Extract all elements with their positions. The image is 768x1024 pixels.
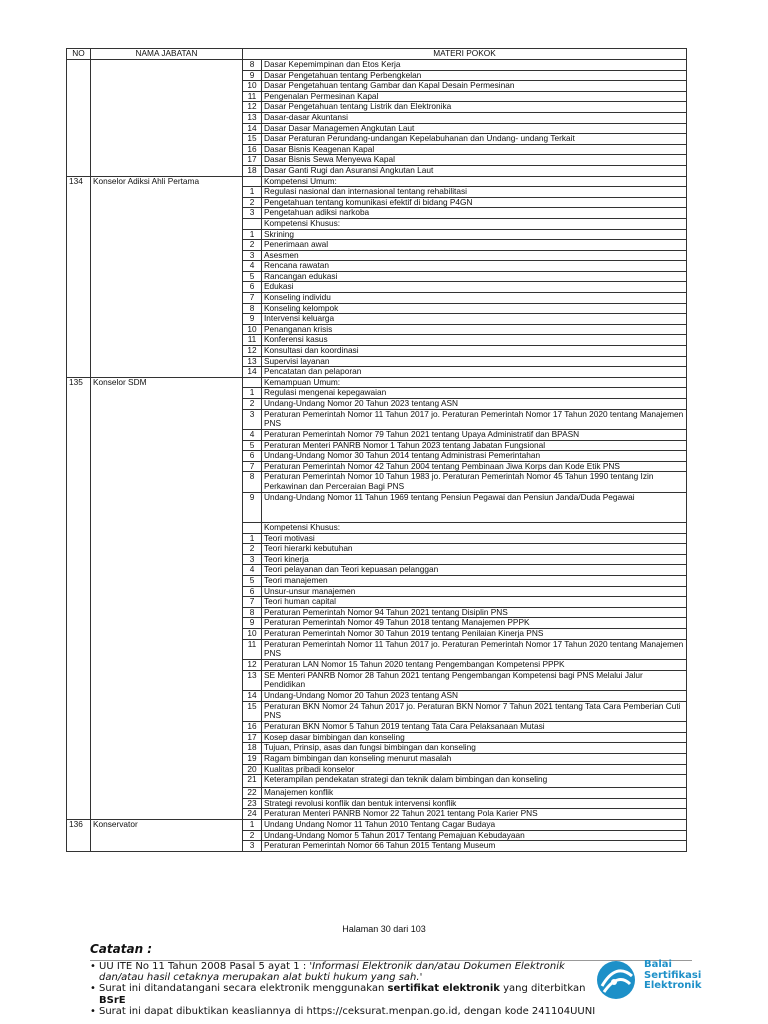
cell-materi: Penanganan krisis <box>262 324 687 335</box>
cell-item-number: 5 <box>243 271 262 282</box>
cell-materi: Manajemen konflik <box>262 788 687 799</box>
cell-materi: Skrining <box>262 229 687 240</box>
cell-materi: Peraturan Menteri PANRB Nomor 22 Tahun 2021 tentang Pola Karier PNS <box>262 809 687 820</box>
cell-item-number: 13 <box>243 670 262 691</box>
cell-item-number: 15 <box>243 134 262 145</box>
cell-item-number <box>243 218 262 229</box>
cell-materi: Peraturan BKN Nomor 5 Tahun 2019 tentang Tata Cara Pelaksanaan Mutasi <box>262 722 687 733</box>
cell-item-number: 12 <box>243 660 262 671</box>
cell-item-number: 1 <box>243 533 262 544</box>
cell-materi: Asesmen <box>262 250 687 261</box>
cell-item-number: 15 <box>243 701 262 722</box>
cell-materi: Dasar Pengetahuan tentang Perbengkelan <box>262 70 687 81</box>
cell-materi: Konferensi kasus <box>262 335 687 346</box>
cell-materi: Kompetensi Umum: <box>262 176 687 187</box>
cell-item-number: 4 <box>243 430 262 441</box>
cell-item-number: 2 <box>243 544 262 555</box>
cell-item-number: 13 <box>243 112 262 123</box>
cell-materi: Edukasi <box>262 282 687 293</box>
cell-materi: Pengenalan Permesinan Kapal <box>262 91 687 102</box>
note-text: UU ITE No 11 Tahun 2008 Pasal 5 ayat 1 : ' <box>99 961 313 972</box>
note-item <box>90 1006 610 1017</box>
cell-materi: Undang-Undang Nomor 5 Tahun 2017 Tentang Pemajuan Kebudayaan <box>262 830 687 841</box>
cell-item-number: 10 <box>243 81 262 92</box>
cell-nama-jabatan: Konservator <box>91 819 243 851</box>
cell-item-number: 14 <box>243 691 262 702</box>
cell-item-number: 19 <box>243 753 262 764</box>
cell-item-number: 5 <box>243 575 262 586</box>
cell-item-number <box>243 176 262 187</box>
cell-materi: Strategi revolusi konflik dan bentuk intervensi konflik <box>262 798 687 809</box>
cell-item-number: 3 <box>243 409 262 430</box>
cell-item-number: 23 <box>243 798 262 809</box>
notes-list <box>90 961 610 1017</box>
cell-nama-jabatan <box>91 60 243 177</box>
cell-materi: Ragam bimbingan dan konseling menurut masalah <box>262 753 687 764</box>
bullet: • <box>90 983 96 995</box>
cell-item-number: 8 <box>243 60 262 71</box>
cell-no: 135 <box>67 377 91 819</box>
cell-materi: Dasar Pengetahuan tentang Gambar dan Kapal Desain Permesinan <box>262 81 687 92</box>
cell-materi: Keterampilan pendekatan strategi dan teknik dalam bimbingan dan konseling <box>262 775 687 788</box>
cell-item-number: 6 <box>243 282 262 293</box>
cell-no <box>67 60 91 177</box>
materi-table-container <box>66 48 686 852</box>
cell-materi: Dasar Dasar Managemen Angkutan Laut <box>262 123 687 134</box>
cell-item-number: 16 <box>243 144 262 155</box>
cell-materi: Kualitas pribadi konselor <box>262 764 687 775</box>
cell-no: 134 <box>67 176 91 377</box>
cell-materi: Peraturan Pemerintah Nomor 49 Tahun 2018 tentang Manajemen PPPK <box>262 618 687 629</box>
cell-materi: Undang-Undang Nomor 20 Tahun 2023 tentang ASN <box>262 399 687 410</box>
cell-materi: Peraturan BKN Nomor 24 Tahun 2017 jo. Peraturan BKN Nomor 7 Tahun 2021 tentang Tata Cara Pemberian Cuti PNS <box>262 701 687 722</box>
cell-item-number: 6 <box>243 586 262 597</box>
cell-materi: Teori pelayanan dan Teori kepuasan pelanggan <box>262 565 687 576</box>
cell-item-number: 14 <box>243 123 262 134</box>
cell-materi: Kompetensi Khusus: <box>262 522 687 533</box>
cell-item-number: 10 <box>243 628 262 639</box>
note-text: yang diterbitkan <box>499 983 586 995</box>
cell-item-number: 14 <box>243 367 262 378</box>
note-text: Surat ini ditandatangani secara elektronik menggunakan <box>99 983 388 995</box>
cell-item-number: 2 <box>243 240 262 251</box>
table-body <box>67 60 687 852</box>
cell-materi: Undang-Undang Nomor 30 Tahun 2014 tentang Administrasi Pemerintahan <box>262 451 687 462</box>
bsre-logo-icon <box>592 958 640 1002</box>
cell-item-number: 11 <box>243 335 262 346</box>
header-nama-jabatan: NAMA JABATAN <box>91 49 243 60</box>
note-text: ' <box>419 972 423 984</box>
cell-item-number: 17 <box>243 732 262 743</box>
cell-materi: Penerimaan awal <box>262 240 687 251</box>
cell-item-number: 8 <box>243 303 262 314</box>
table-row <box>67 60 687 71</box>
cell-materi: Rancangan edukasi <box>262 271 687 282</box>
cell-item-number: 8 <box>243 607 262 618</box>
note-strong: sertifikat elektronik <box>387 983 500 995</box>
cell-item-number: 13 <box>243 356 262 367</box>
cell-nama-jabatan: Konselor Adiksi Ahli Pertama <box>91 176 243 377</box>
cell-item-number: 11 <box>243 639 262 660</box>
cell-item-number: 9 <box>243 70 262 81</box>
cell-materi: Peraturan Pemerintah Nomor 66 Tahun 2015 Tentang Museum <box>262 841 687 852</box>
cell-item-number: 5 <box>243 440 262 451</box>
cell-materi: SE Menteri PANRB Nomor 28 Tahun 2021 tentang Pengembangan Kompetensi bagi PNS Melalui Jalur Pendidikan <box>262 670 687 691</box>
cell-item-number: 4 <box>243 565 262 576</box>
cell-item-number: 8 <box>243 472 262 493</box>
cell-item-number: 16 <box>243 722 262 733</box>
cell-item-number: 6 <box>243 451 262 462</box>
cell-item-number: 4 <box>243 261 262 272</box>
cell-materi: Dasar Ganti Rugi dan Asuransi Angkutan Laut <box>262 165 687 176</box>
cell-item-number: 9 <box>243 314 262 325</box>
cell-materi: Undang Undang Nomor 11 Tahun 2010 Tentang Cagar Budaya <box>262 819 687 830</box>
page-number: Halaman 30 dari 103 <box>342 924 426 934</box>
cell-materi: Pencatatan dan pelaporan <box>262 367 687 378</box>
cell-item-number: 2 <box>243 830 262 841</box>
cell-materi: Pengetahuan tentang komunikasi efektif di bidang P4GN <box>262 197 687 208</box>
note-emphasis: Informasi Elektronik dan/atau Dokumen Elektronik dan/atau hasil cetaknya merupakan alat bukti hukum yang sah. <box>99 961 565 984</box>
cell-materi: Regulasi mengenai kepegawaian <box>262 388 687 399</box>
cell-item-number: 20 <box>243 764 262 775</box>
cell-materi: Unsur-unsur manajemen <box>262 586 687 597</box>
bullet: • <box>90 961 96 972</box>
cell-item-number: 1 <box>243 229 262 240</box>
cell-materi: Intervensi keluarga <box>262 314 687 325</box>
cell-materi: Dasar Bisnis Sewa Menyewa Kapal <box>262 155 687 166</box>
cell-item-number: 17 <box>243 155 262 166</box>
cell-item-number: 9 <box>243 492 262 522</box>
cell-materi: Peraturan Pemerintah Nomor 94 Tahun 2021 tentang Disiplin PNS <box>262 607 687 618</box>
cell-item-number: 3 <box>243 554 262 565</box>
cell-materi: Peraturan Menteri PANRB Nomor 1 Tahun 2023 tentang Jabatan Fungsional <box>262 440 687 451</box>
cell-nama-jabatan: Konselor SDM <box>91 377 243 819</box>
cell-materi: Teori manajemen <box>262 575 687 586</box>
note-item <box>90 961 610 983</box>
header-no: NO <box>67 49 91 60</box>
cell-materi: Pengetahuan adiksi narkoba <box>262 208 687 219</box>
cell-item-number: 10 <box>243 324 262 335</box>
cell-materi: Peraturan Pemerintah Nomor 11 Tahun 2017 jo. Peraturan Pemerintah Nomor 17 Tahun 2020 tentang Manajemen PNS <box>262 639 687 660</box>
cell-item-number: 11 <box>243 91 262 102</box>
cell-materi: Peraturan Pemerintah Nomor 42 Tahun 2004 tentang Pembinaan Jiwa Korps dan Kode Etik PNS <box>262 461 687 472</box>
cell-item-number: 22 <box>243 788 262 799</box>
cell-materi: Dasar-dasar Akuntansi <box>262 112 687 123</box>
cell-item-number: 3 <box>243 841 262 852</box>
cell-materi: Kompetensi Khusus: <box>262 218 687 229</box>
cell-materi: Teori motivasi <box>262 533 687 544</box>
cell-item-number: 18 <box>243 743 262 754</box>
cell-item-number <box>243 522 262 533</box>
cell-item-number: 7 <box>243 597 262 608</box>
cell-item-number: 1 <box>243 388 262 399</box>
cell-materi: Dasar Kepemimpinan dan Etos Kerja <box>262 60 687 71</box>
bsre-logo-text <box>644 960 701 992</box>
cell-materi: Regulasi nasional dan internasional tentang rehabilitasi <box>262 187 687 198</box>
cell-item-number: 12 <box>243 102 262 113</box>
table-row <box>67 819 687 830</box>
cell-materi: Supervisi layanan <box>262 356 687 367</box>
materi-pokok-table <box>66 48 687 852</box>
cell-materi: Dasar Peraturan Perundang-undangan Kepelabuhanan dan Undang- undang Terkait <box>262 134 687 145</box>
cell-materi: Konseling kelompok <box>262 303 687 314</box>
cell-item-number: 24 <box>243 809 262 820</box>
cell-materi: Tujuan, Prinsip, asas dan fungsi bimbingan dan konseling <box>262 743 687 754</box>
cell-materi: Teori hierarki kebutuhan <box>262 544 687 555</box>
table-row <box>67 377 687 388</box>
logo-line: Elektronik <box>644 980 702 991</box>
cell-materi: Peraturan Pemerintah Nomor 79 Tahun 2021 tentang Upaya Administratif dan BPASN <box>262 430 687 441</box>
cell-materi: Kemampuan Umum: <box>262 377 687 388</box>
cell-item-number: 3 <box>243 250 262 261</box>
cell-materi: Undang-Undang Nomor 11 Tahun 1969 tentang Pensiun Pegawai dan Pensiun Janda/Duda Pegawai <box>262 492 687 522</box>
cell-item-number: 21 <box>243 775 262 788</box>
cell-materi: Teori kinerja <box>262 554 687 565</box>
cell-materi: Peraturan Pemerintah Nomor 11 Tahun 2017 jo. Peraturan Pemerintah Nomor 17 Tahun 2020 tentang Manajemen PNS <box>262 409 687 430</box>
cell-item-number: 2 <box>243 399 262 410</box>
cell-item-number: 9 <box>243 618 262 629</box>
table-row <box>67 176 687 187</box>
cell-item-number: 7 <box>243 293 262 304</box>
note-item <box>90 983 610 1005</box>
bullet: • <box>90 1005 96 1017</box>
cell-materi: Peraturan Pemerintah Nomor 30 Tahun 2019 tentang Penilaian Kinerja PNS <box>262 628 687 639</box>
bsre-logo <box>592 958 712 1002</box>
cell-materi: Peraturan Pemerintah Nomor 10 Tahun 1983 jo. Peraturan Pemerintah Nomor 45 Tahun 1990 tentang Izin Perkawinan dan Perceraian Bagi PNS <box>262 472 687 493</box>
note-text: Surat ini dapat dibuktikan keasliannya di https://ceksurat.menpan.go.id, dengan kode 241104UUNI <box>99 1005 596 1017</box>
cell-item-number: 18 <box>243 165 262 176</box>
header-materi-pokok: MATERI POKOK <box>243 49 687 60</box>
logo-line: Balai <box>644 959 672 970</box>
cell-materi: Konsultasi dan koordinasi <box>262 346 687 357</box>
cell-item-number: 2 <box>243 197 262 208</box>
cell-item-number: 12 <box>243 346 262 357</box>
cell-materi: Peraturan LAN Nomor 15 Tahun 2020 tentang Pengembangan Kompetensi PPPK <box>262 660 687 671</box>
cell-item-number: 7 <box>243 461 262 472</box>
cell-item-number: 1 <box>243 819 262 830</box>
cell-materi: Teori human capital <box>262 597 687 608</box>
catatan-title: Catatan : <box>90 942 153 956</box>
cell-materi: Dasar Bisnis Keagenan Kapal <box>262 144 687 155</box>
cell-item-number <box>243 377 262 388</box>
table-header-row <box>67 49 687 60</box>
note-strong: BSrE <box>99 994 126 1006</box>
cell-materi: Konseling individu <box>262 293 687 304</box>
cell-materi: Dasar Pengetahuan tentang Listrik dan Elektronika <box>262 102 687 113</box>
cell-item-number: 1 <box>243 187 262 198</box>
cell-materi: Rencana rawatan <box>262 261 687 272</box>
cell-item-number: 3 <box>243 208 262 219</box>
cell-materi: Kosep dasar bimbingan dan konseling <box>262 732 687 743</box>
logo-line: Sertifikasi <box>644 969 702 981</box>
cell-materi: Undang-Undang Nomor 20 Tahun 2023 tentang ASN <box>262 691 687 702</box>
cell-no: 136 <box>67 819 91 851</box>
